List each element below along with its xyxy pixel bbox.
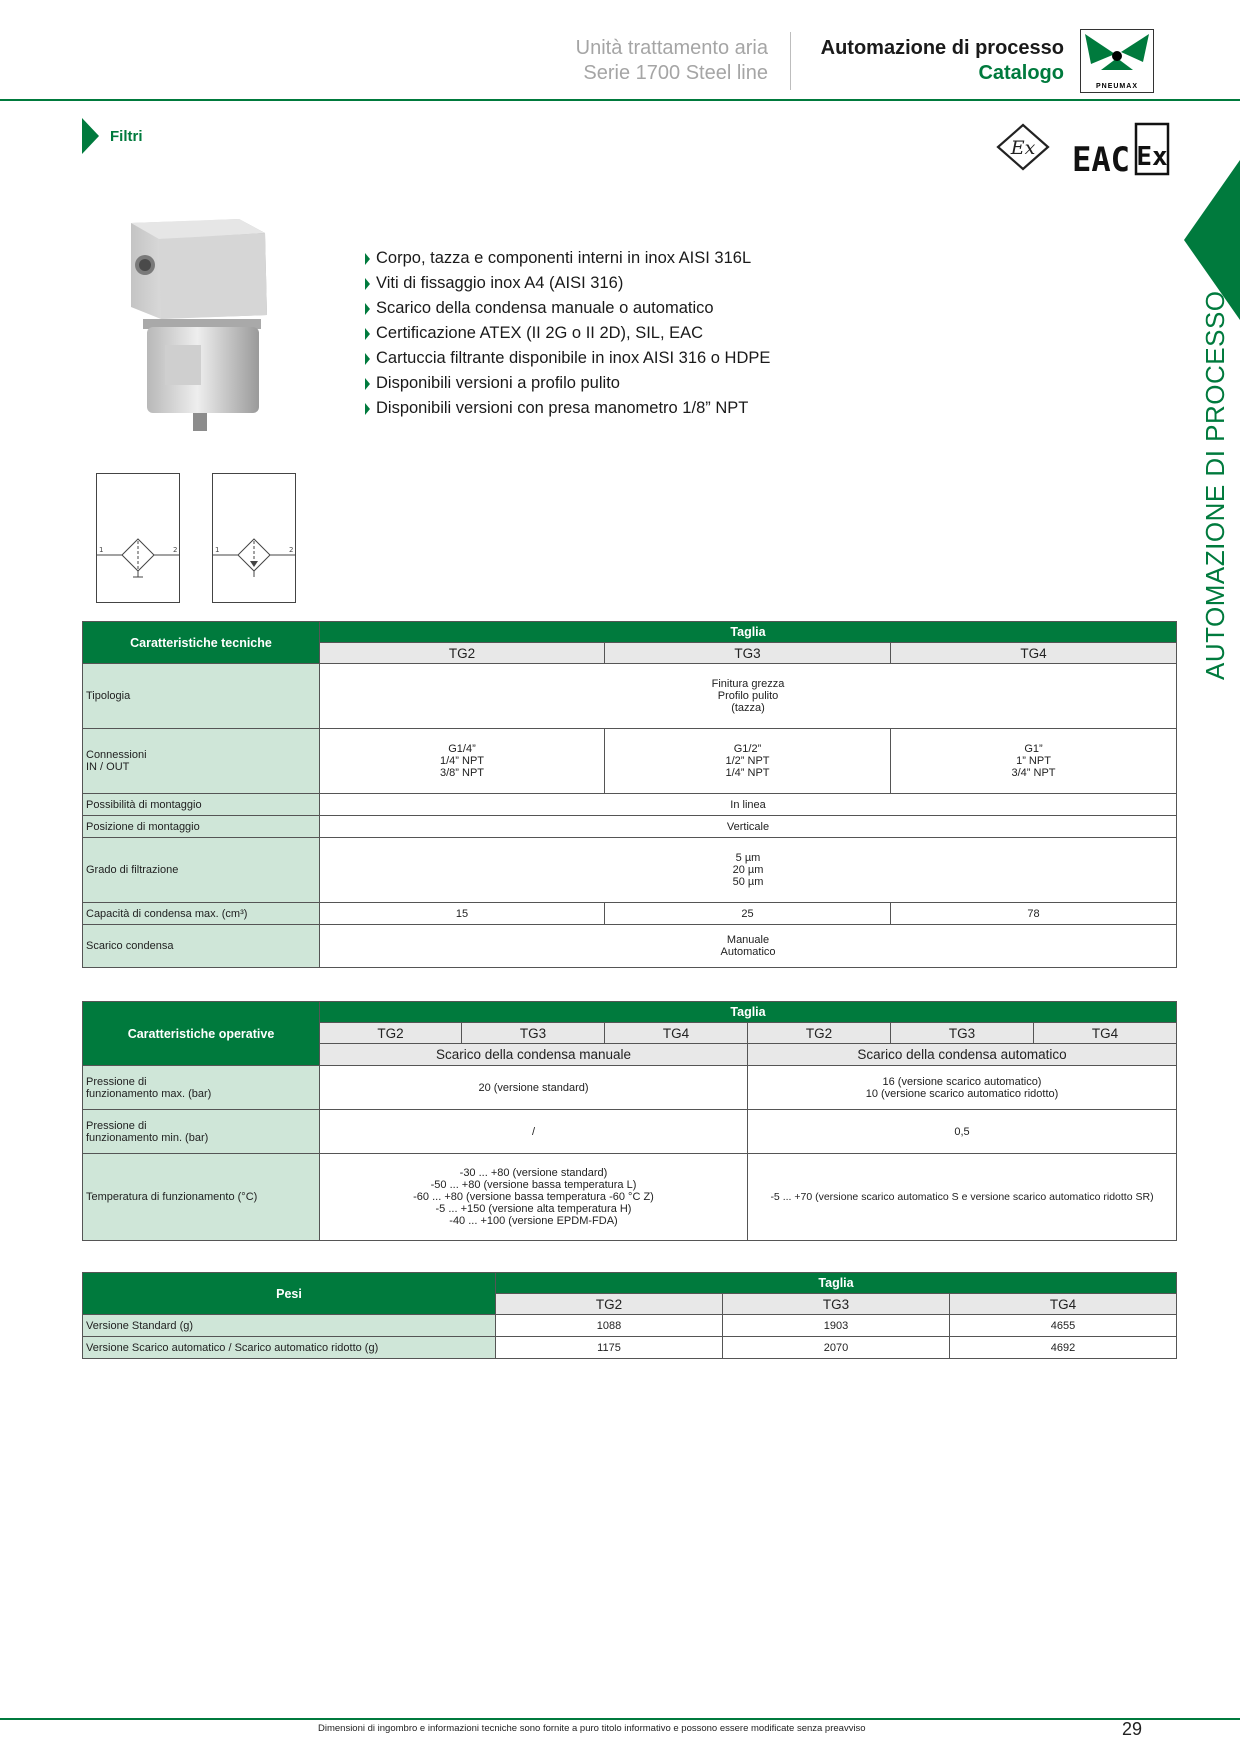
product-photo (115, 215, 280, 445)
table-row (83, 816, 1177, 838)
cell-line: -5 ... +150 (versione alta temperatura H) (435, 1203, 632, 1215)
header-title-line1: Automazione di processo (820, 37, 1064, 59)
feature-item: Corpo, tazza e componenti interni in inox AISI 316L (365, 246, 770, 271)
connessioni-tg3 (605, 729, 891, 794)
atex-ex-icon (996, 123, 1050, 171)
pneumax-logo (1080, 29, 1154, 93)
tech-size-tg4: TG4 (891, 643, 1177, 664)
oper-size-tg4-auto: TG4 (1034, 1023, 1177, 1044)
eac-mark-icon (1072, 121, 1132, 175)
oper-size-tg2: TG2 (320, 1023, 462, 1044)
feature-item: Viti di fissaggio inox A4 (AISI 316) (365, 271, 770, 296)
cell-line: -40 ... +100 (versione EPDM-FDA) (449, 1215, 618, 1227)
row-label-line: funzionamento max. (bar) (86, 1087, 212, 1100)
row-label-line: IN / OUT (86, 761, 130, 773)
page-number: 29 (1122, 1719, 1143, 1739)
footer-rule (0, 1718, 1240, 1720)
cell-line: G1” (1024, 743, 1043, 755)
group-manual: Scarico della condensa manuale (320, 1044, 748, 1066)
cell-line: 10 (versione scarico automatico ridotto) (865, 1087, 1059, 1100)
port-out-label: 2 (289, 546, 294, 554)
row-label-line: Pressione di (86, 1119, 147, 1132)
row-label: Versione Scarico automatico / Scarico automatico ridotto (g) (83, 1337, 496, 1359)
cell-line: G1/4” (448, 743, 476, 755)
peso-cell: 2070 (723, 1337, 950, 1359)
table-row (83, 925, 1177, 968)
header-title-line2: Catalogo (978, 62, 1064, 84)
peso-cell: 4655 (950, 1315, 1177, 1337)
peso-cell: 4692 (950, 1337, 1177, 1359)
cell-line: Finitura grezza (711, 678, 785, 690)
row-label: Tipologia (83, 664, 320, 729)
header-separator (790, 32, 791, 90)
oper-table (82, 1001, 1177, 1241)
feature-item: Certificazione ATEX (II 2G o II 2D), SIL, EAC (365, 321, 770, 346)
cell-line: 1” NPT (1016, 755, 1051, 767)
montaggio-possibilita-value: In linea (320, 794, 1177, 816)
oper-size-tg2-auto: TG2 (748, 1023, 891, 1044)
row-label (83, 1066, 320, 1110)
cell-line: -60 ... +80 (versione bassa temperatura -60 °C Z) (413, 1191, 654, 1203)
capacita-tg4: 78 (891, 903, 1177, 925)
cell-line: 16 (versione scarico automatico) (882, 1075, 1042, 1088)
pesi-size-header: Taglia (496, 1273, 1177, 1294)
table-row (83, 903, 1177, 925)
capacita-tg2: 15 (320, 903, 605, 925)
row-label-line: funzionamento min. (bar) (86, 1131, 209, 1144)
side-tab-label: AUTOMAZIONE DI PROCESSO (1200, 290, 1230, 680)
table-row (83, 664, 1177, 729)
connessioni-tg4 (891, 729, 1177, 794)
oper-size-header: Taglia (320, 1002, 1177, 1023)
temp-manual (320, 1154, 748, 1241)
footer-note: Dimensioni di ingombro e informazioni tecniche sono fornite a puro titolo informativo e possono essere modificate senza preavviso (318, 1723, 866, 1734)
eac-text: EAC (1072, 140, 1130, 175)
table-row (83, 1110, 1177, 1154)
section-arrow-icon (82, 118, 99, 154)
peso-cell: 1175 (496, 1337, 723, 1359)
table-row (83, 1337, 1177, 1359)
table-row (83, 1315, 1177, 1337)
header-subtitle (576, 36, 768, 86)
row-label: Versione Standard (g) (83, 1315, 496, 1337)
cell-line: Automatico (720, 946, 776, 958)
filtrazione-value (320, 838, 1177, 903)
logo-mark-icon (1081, 30, 1153, 80)
atex-ex-text: Ex (1010, 137, 1036, 159)
feature-item: Disponibili versioni a profilo pulito (365, 371, 770, 396)
row-label: Posizione di montaggio (83, 816, 320, 838)
connessioni-tg2 (320, 729, 605, 794)
cell-line: 20 µm (732, 864, 764, 876)
pesi-size-tg3: TG3 (723, 1294, 950, 1315)
row-label: Possibilità di montaggio (83, 794, 320, 816)
tipologia-value (320, 664, 1177, 729)
eac-ex-icon (1134, 121, 1170, 177)
feature-item: Scarico della condensa manuale o automatico (365, 296, 770, 321)
temp-auto: -5 ... +70 (versione scarico automatico S e versione scarico automatico ridotto SR) (748, 1154, 1177, 1241)
feature-list (365, 246, 770, 421)
cell-line: (tazza) (731, 702, 765, 714)
cell-line: 1/2” NPT (725, 755, 770, 767)
cell-line: 50 µm (732, 876, 764, 888)
section-title: Filtri (110, 128, 143, 145)
table-row (83, 729, 1177, 794)
cell-line: 1/4” NPT (439, 755, 484, 767)
pesi-table (82, 1272, 1177, 1359)
row-label: Scarico condensa (83, 925, 320, 968)
row-label: Temperatura di funzionamento (°C) (83, 1154, 320, 1241)
port-in-label: 1 (215, 546, 220, 554)
table-row (83, 838, 1177, 903)
table-row (83, 1154, 1177, 1241)
peso-cell: 1088 (496, 1315, 723, 1337)
row-label-line: Pressione di (86, 1075, 147, 1088)
scarico-value (320, 925, 1177, 968)
oper-size-tg3: TG3 (462, 1023, 605, 1044)
tech-table (82, 621, 1177, 968)
pesi-table-title: Pesi (83, 1273, 496, 1315)
port-out-label: 2 (173, 546, 178, 554)
peso-cell: 1903 (723, 1315, 950, 1337)
cell-line: G1/2” (733, 743, 762, 755)
filter-symbol-automatic-icon (212, 473, 296, 603)
table-row (83, 794, 1177, 816)
cell-line: 5 µm (735, 852, 761, 864)
pmax-manual: 20 (versione standard) (320, 1066, 748, 1110)
pmin-auto: 0,5 (748, 1110, 1177, 1154)
row-label (83, 1110, 320, 1154)
tech-table-title: Caratteristiche tecniche (83, 622, 320, 664)
pmin-manual: / (320, 1110, 748, 1154)
header-subtitle-line2: Serie 1700 Steel line (583, 62, 768, 84)
feature-item: Cartuccia filtrante disponibile in inox AISI 316 o HDPE (365, 346, 770, 371)
oper-size-tg4: TG4 (605, 1023, 748, 1044)
cell-line: Profilo pulito (717, 690, 779, 702)
cell-line: -50 ... +80 (versione bassa temperatura L) (430, 1179, 637, 1191)
cell-line: -30 ... +80 (versione standard) (459, 1167, 608, 1179)
cell-line: 3/8” NPT (439, 767, 484, 779)
header-subtitle-line1: Unità trattamento aria (575, 37, 768, 59)
tech-size-header: Taglia (320, 622, 1177, 643)
group-auto: Scarico della condensa automatico (748, 1044, 1177, 1066)
feature-item: Disponibili versioni con presa manometro 1/8” NPT (365, 396, 770, 421)
port-in-label: 1 (99, 546, 104, 554)
cell-line: 3/4” NPT (1011, 767, 1056, 779)
header-rule (0, 99, 1240, 101)
row-label-line: Connessioni (86, 749, 147, 761)
cell-line: Manuale (726, 934, 770, 946)
row-label: Grado di filtrazione (83, 838, 320, 903)
oper-table-title: Caratteristiche operative (83, 1002, 320, 1066)
capacita-tg3: 25 (605, 903, 891, 925)
table-row (83, 1066, 1177, 1110)
montaggio-posizione-value: Verticale (320, 816, 1177, 838)
header-title (821, 36, 1064, 86)
tech-size-tg3: TG3 (605, 643, 891, 664)
pmax-auto (748, 1066, 1177, 1110)
oper-size-tg3-auto: TG3 (891, 1023, 1034, 1044)
tech-size-tg2: TG2 (320, 643, 605, 664)
row-label (83, 729, 320, 794)
pesi-size-tg4: TG4 (950, 1294, 1177, 1315)
eac-ex-text: Ex (1136, 142, 1168, 172)
pesi-size-tg2: TG2 (496, 1294, 723, 1315)
row-label: Capacità di condensa max. (cm³) (83, 903, 320, 925)
cell-line: 1/4” NPT (725, 767, 770, 779)
filter-symbol-manual-icon (96, 473, 180, 603)
logo-text: PNEUMAX (1095, 83, 1138, 90)
